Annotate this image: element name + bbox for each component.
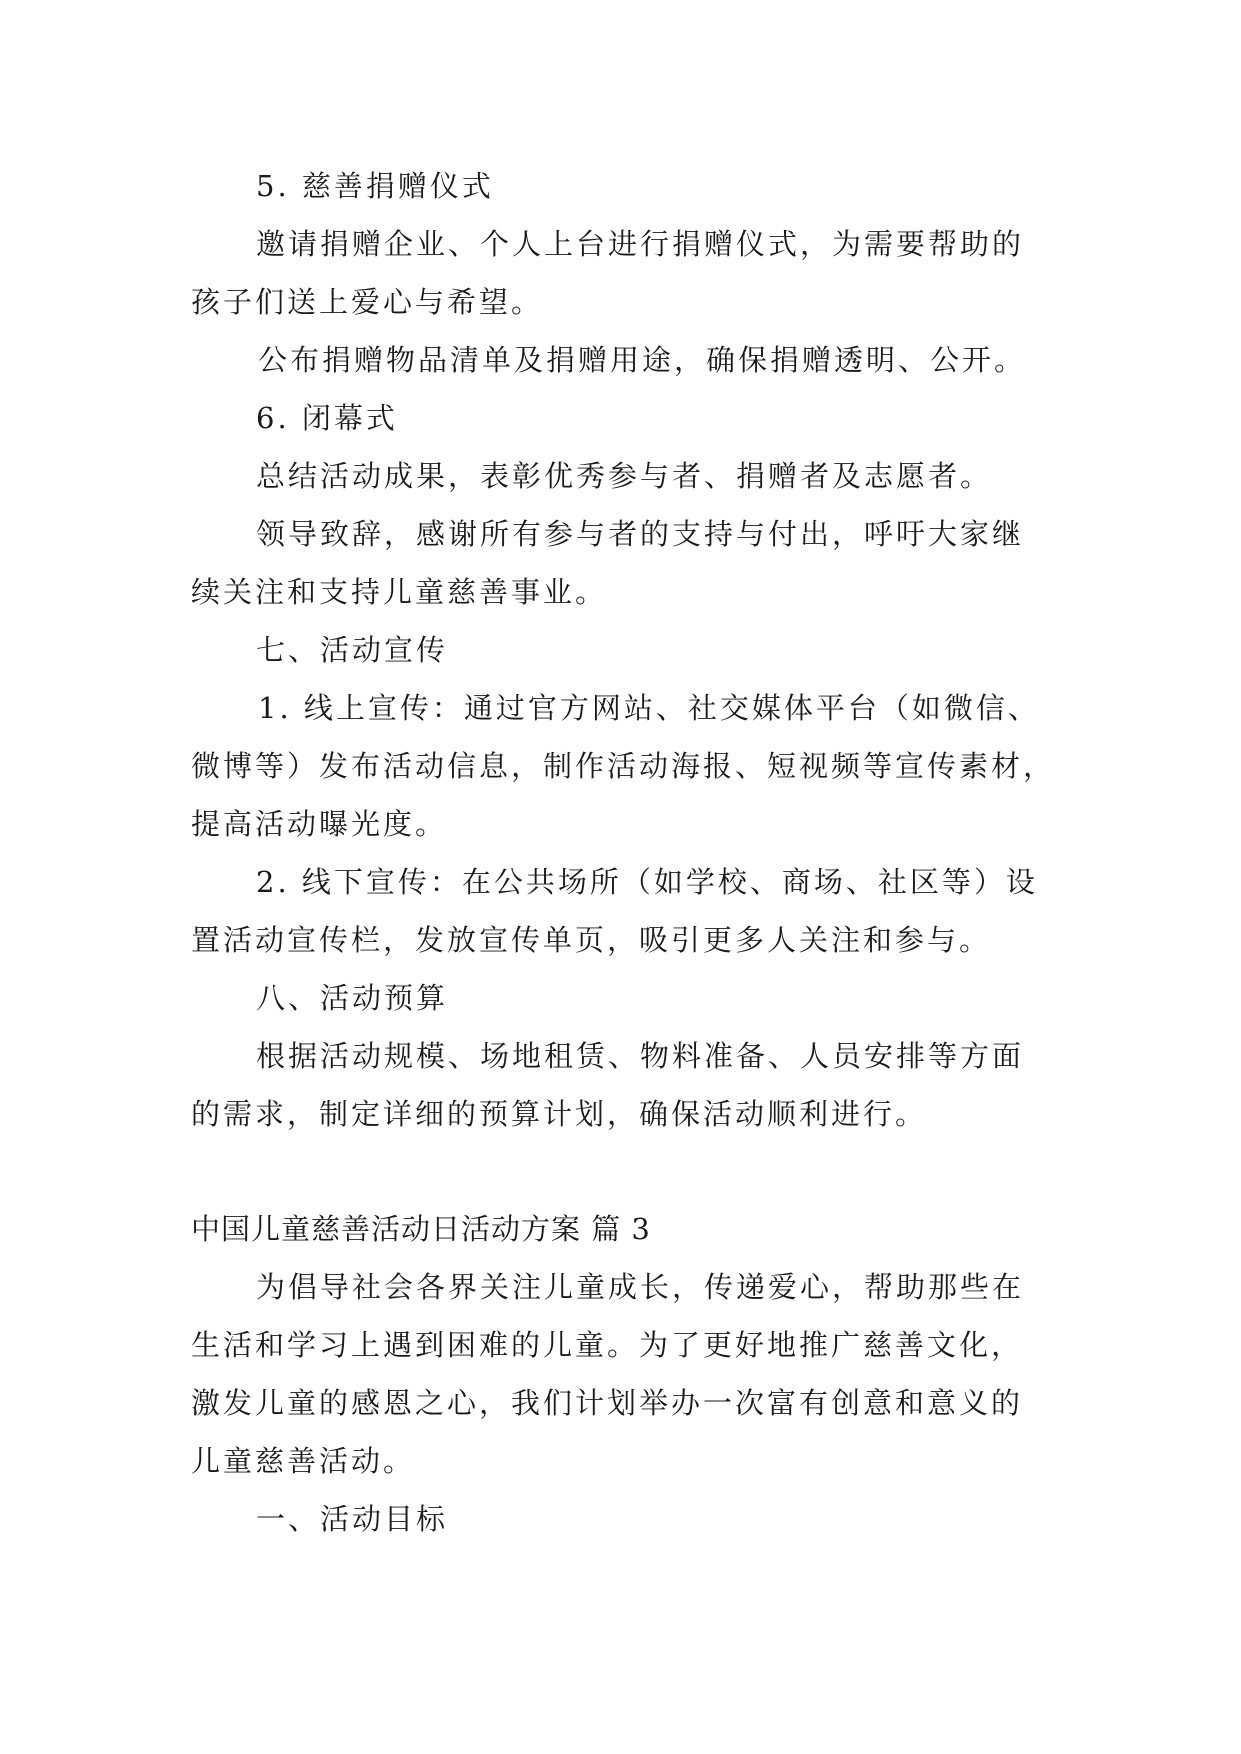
paragraph-line: 根据活动规模、场地租赁、物料准备、人员安排等方面 — [256, 1039, 1025, 1073]
paragraph-line: 生活和学习上遇到困难的儿童。为了更好地推广慈善文化， — [191, 1328, 1024, 1362]
paragraph-line: 提高活动曝光度。 — [191, 807, 448, 841]
section-heading-goals: 一、活动目标 — [256, 1502, 449, 1536]
paragraph-line: 儿童慈善活动。 — [191, 1444, 416, 1478]
heading-donation-ceremony: 5. 慈善捐赠仪式 — [256, 169, 494, 203]
paragraph-line: 续关注和支持儿童慈善事业。 — [191, 575, 608, 609]
paragraph-line: 激发儿童的感恩之心，我们计划举办一次富有创意和意义的 — [191, 1386, 1024, 1420]
section-heading-promotion: 七、活动宣传 — [256, 633, 449, 667]
heading-closing-ceremony: 6. 闭幕式 — [256, 401, 398, 435]
document-title: 中国儿童慈善活动日活动方案 篇 3 — [191, 1212, 651, 1246]
paragraph-line: 2. 线下宣传：在公共场所（如学校、商场、社区等）设 — [256, 865, 1038, 899]
paragraph-line: 的需求，制定详细的预算计划，确保活动顺利进行。 — [191, 1097, 928, 1131]
section-heading-budget: 八、活动预算 — [256, 981, 449, 1015]
paragraph-line: 孩子们送上爱心与希望。 — [191, 285, 544, 319]
paragraph-line: 领导致辞，感谢所有参与者的支持与付出，呼吁大家继 — [256, 517, 1025, 551]
paragraph-line: 总结活动成果，表彰优秀参与者、捐赠者及志愿者。 — [256, 459, 993, 493]
paragraph-line: 置活动宣传栏，发放宣传单页，吸引更多人关注和参与。 — [191, 923, 992, 957]
paragraph-line: 公布捐赠物品清单及捐赠用途，确保捐赠透明、公开。 — [258, 343, 1027, 377]
paragraph-line: 为倡导社会各界关注儿童成长，传递爱心，帮助那些在 — [256, 1270, 1025, 1304]
paragraph-line: 1. 线上宣传：通过官方网站、社交媒体平台（如微信、 — [258, 691, 1040, 725]
paragraph-line: 微博等）发布活动信息，制作活动海报、短视频等宣传素材， — [191, 749, 1056, 783]
paragraph-line: 邀请捐赠企业、个人上台进行捐赠仪式，为需要帮助的 — [256, 227, 1025, 261]
